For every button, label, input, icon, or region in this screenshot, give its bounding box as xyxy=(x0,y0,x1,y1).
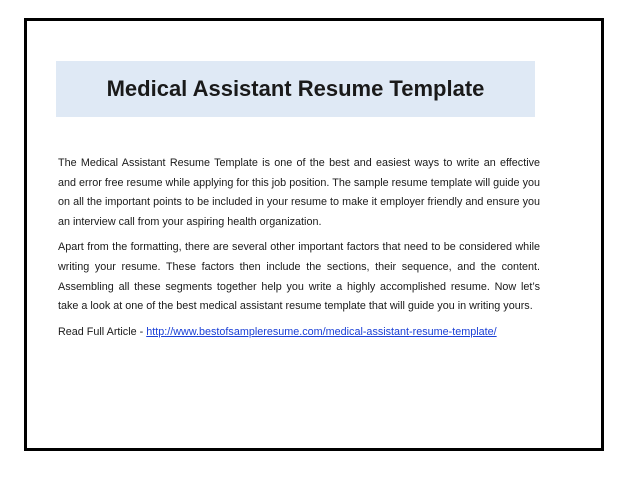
read-more-label: Read Full Article - xyxy=(58,325,147,338)
document-title: Medical Assistant Resume Template xyxy=(106,76,485,101)
document-body xyxy=(58,154,540,342)
read-more-line xyxy=(58,323,540,343)
intro-paragraph: The Medical Assistant Resume Template is one of the best and easiest ways to write an effective and error free resume while applying for this job position. The sample resume template will guide you on all the important points to be included in your resume to make it employer friendly and ensure you an interview call from your aspiring health organization. xyxy=(58,157,540,228)
article-link[interactable]: http://www.bestofsampleresume.com/medical-assistant-resume-template/ xyxy=(146,325,497,338)
title-banner xyxy=(56,61,535,117)
details-paragraph: Apart from the formatting, there are several other important factors that need to be considered while writing your resume. These factors then include the sections, their sequence, and the content. Assembling all these segments together help you write a highly accomplished resume. Now let’s take a look at one of the best medical assistant resume template that will guide you in writing yours. xyxy=(58,241,540,313)
